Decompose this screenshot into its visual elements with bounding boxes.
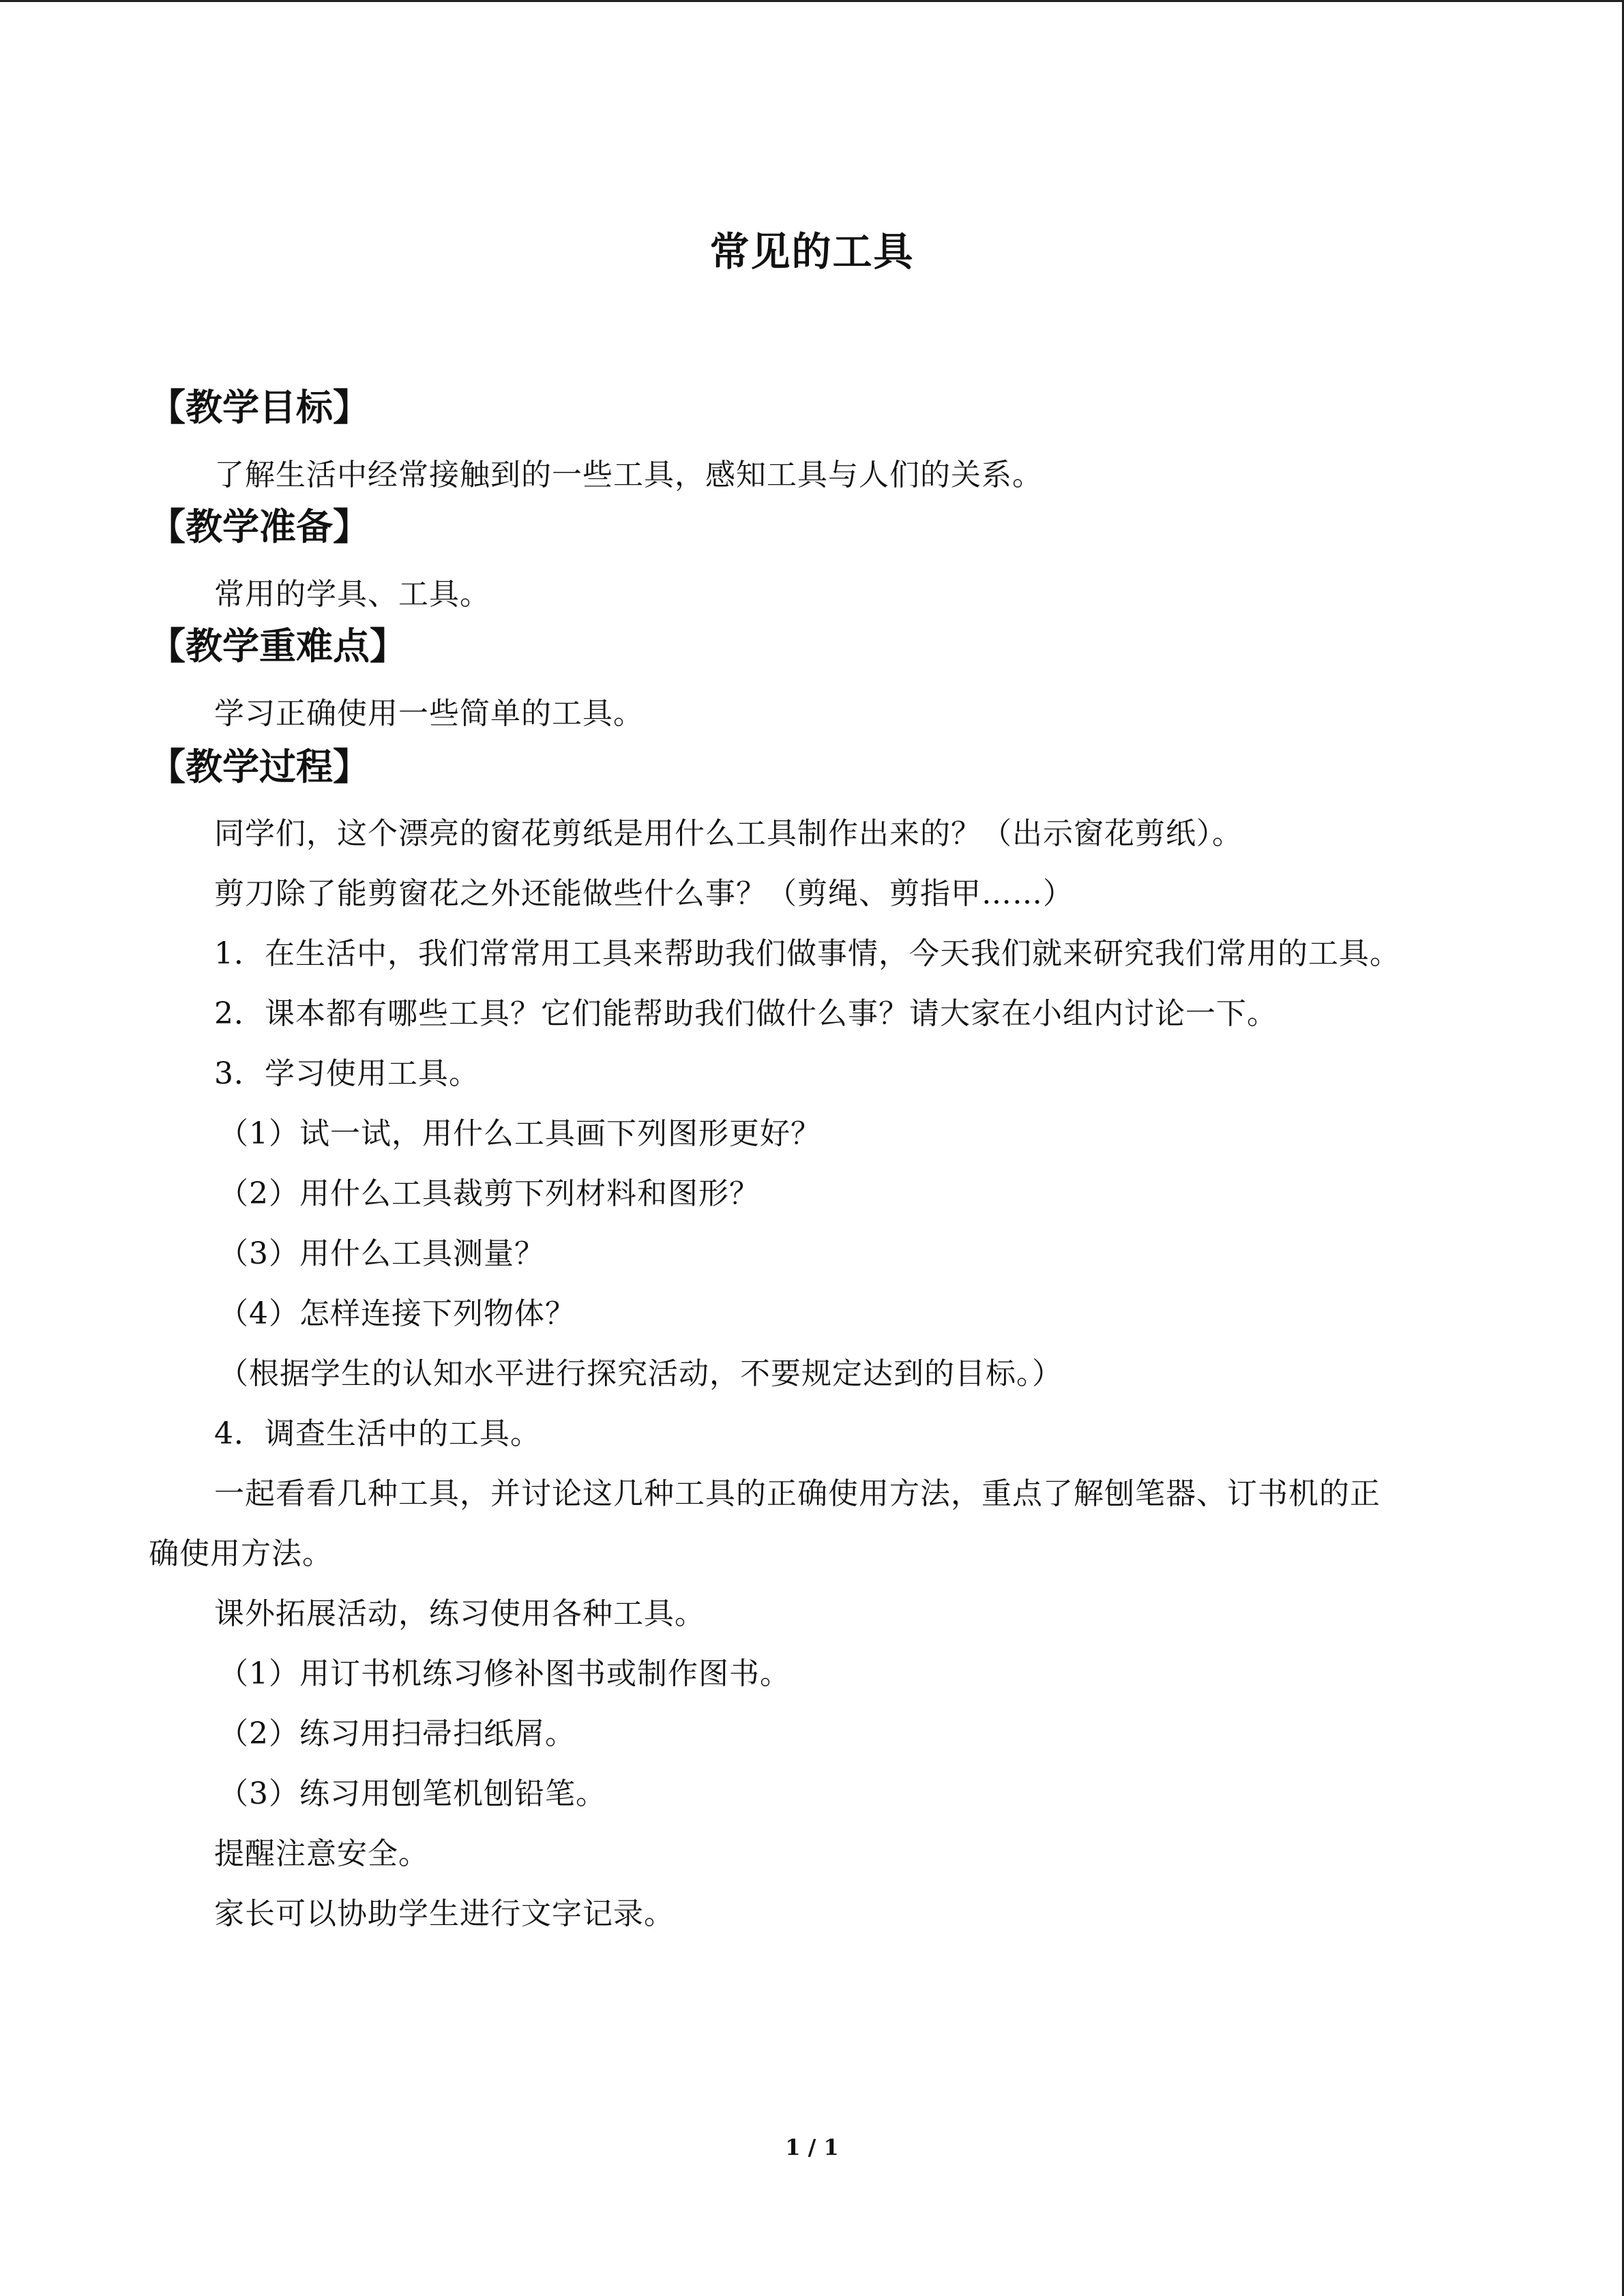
- page-title: 常见的工具: [709, 228, 915, 275]
- heading-preparation: 【教学准备】: [149, 505, 370, 548]
- process-line: 1．在生活中，我们常常用工具来帮助我们做事情，今天我们就来研究我们常用的工具。: [214, 936, 1400, 971]
- process-line: 同学们，这个漂亮的窗花剪纸是用什么工具制作出来的？（出示窗花剪纸）。: [214, 816, 1243, 851]
- process-line: 2．课本都有哪些工具？它们能帮助我们做什么事？请大家在小组内讨论一下。: [214, 996, 1278, 1031]
- process-line: 家长可以协助学生进行文字记录。: [214, 1896, 675, 1931]
- page-number: 1 / 1: [785, 2134, 839, 2160]
- process-line: （4）怎样连接下列物体？: [218, 1296, 576, 1331]
- process-line: 一起看看几种工具，并讨论这几种工具的正确使用方法，重点了解刨笔器、订书机的正: [214, 1476, 1381, 1511]
- heading-key-points: 【教学重难点】: [149, 625, 407, 668]
- process-line: 剪刀除了能剪窗花之外还能做些什么事？（剪绳、剪指甲……）: [214, 876, 1074, 911]
- process-line: 提醒注意安全。: [214, 1836, 429, 1871]
- key-points-text: 学习正确使用一些简单的工具。: [214, 696, 644, 731]
- process-line: （根据学生的认知水平进行探究活动，不要规定达到的目标。）: [218, 1356, 1063, 1391]
- heading-process: 【教学过程】: [149, 745, 370, 788]
- process-line: （2）练习用扫帚扫纸屑。: [218, 1716, 576, 1751]
- process-line: 3．学习使用工具。: [214, 1056, 479, 1091]
- process-line: 确使用方法。: [149, 1536, 333, 1571]
- objectives-text: 了解生活中经常接触到的一些工具，感知工具与人们的关系。: [214, 458, 1043, 492]
- heading-objectives: 【教学目标】: [149, 386, 370, 429]
- process-line: 4．调查生活中的工具。: [214, 1416, 541, 1451]
- process-line: （3）练习用刨笔机刨铅笔。: [218, 1776, 606, 1811]
- process-line: （1）用订书机练习修补图书或制作图书。: [218, 1656, 791, 1691]
- process-line: （3）用什么工具测量？: [218, 1236, 545, 1271]
- process-line: 课外拓展活动，练习使用各种工具。: [214, 1596, 705, 1631]
- process-line: （2）用什么工具裁剪下列材料和图形？: [218, 1176, 760, 1211]
- process-line: （1）试一试，用什么工具画下列图形更好？: [218, 1116, 821, 1151]
- preparation-text: 常用的学具、工具。: [214, 577, 490, 612]
